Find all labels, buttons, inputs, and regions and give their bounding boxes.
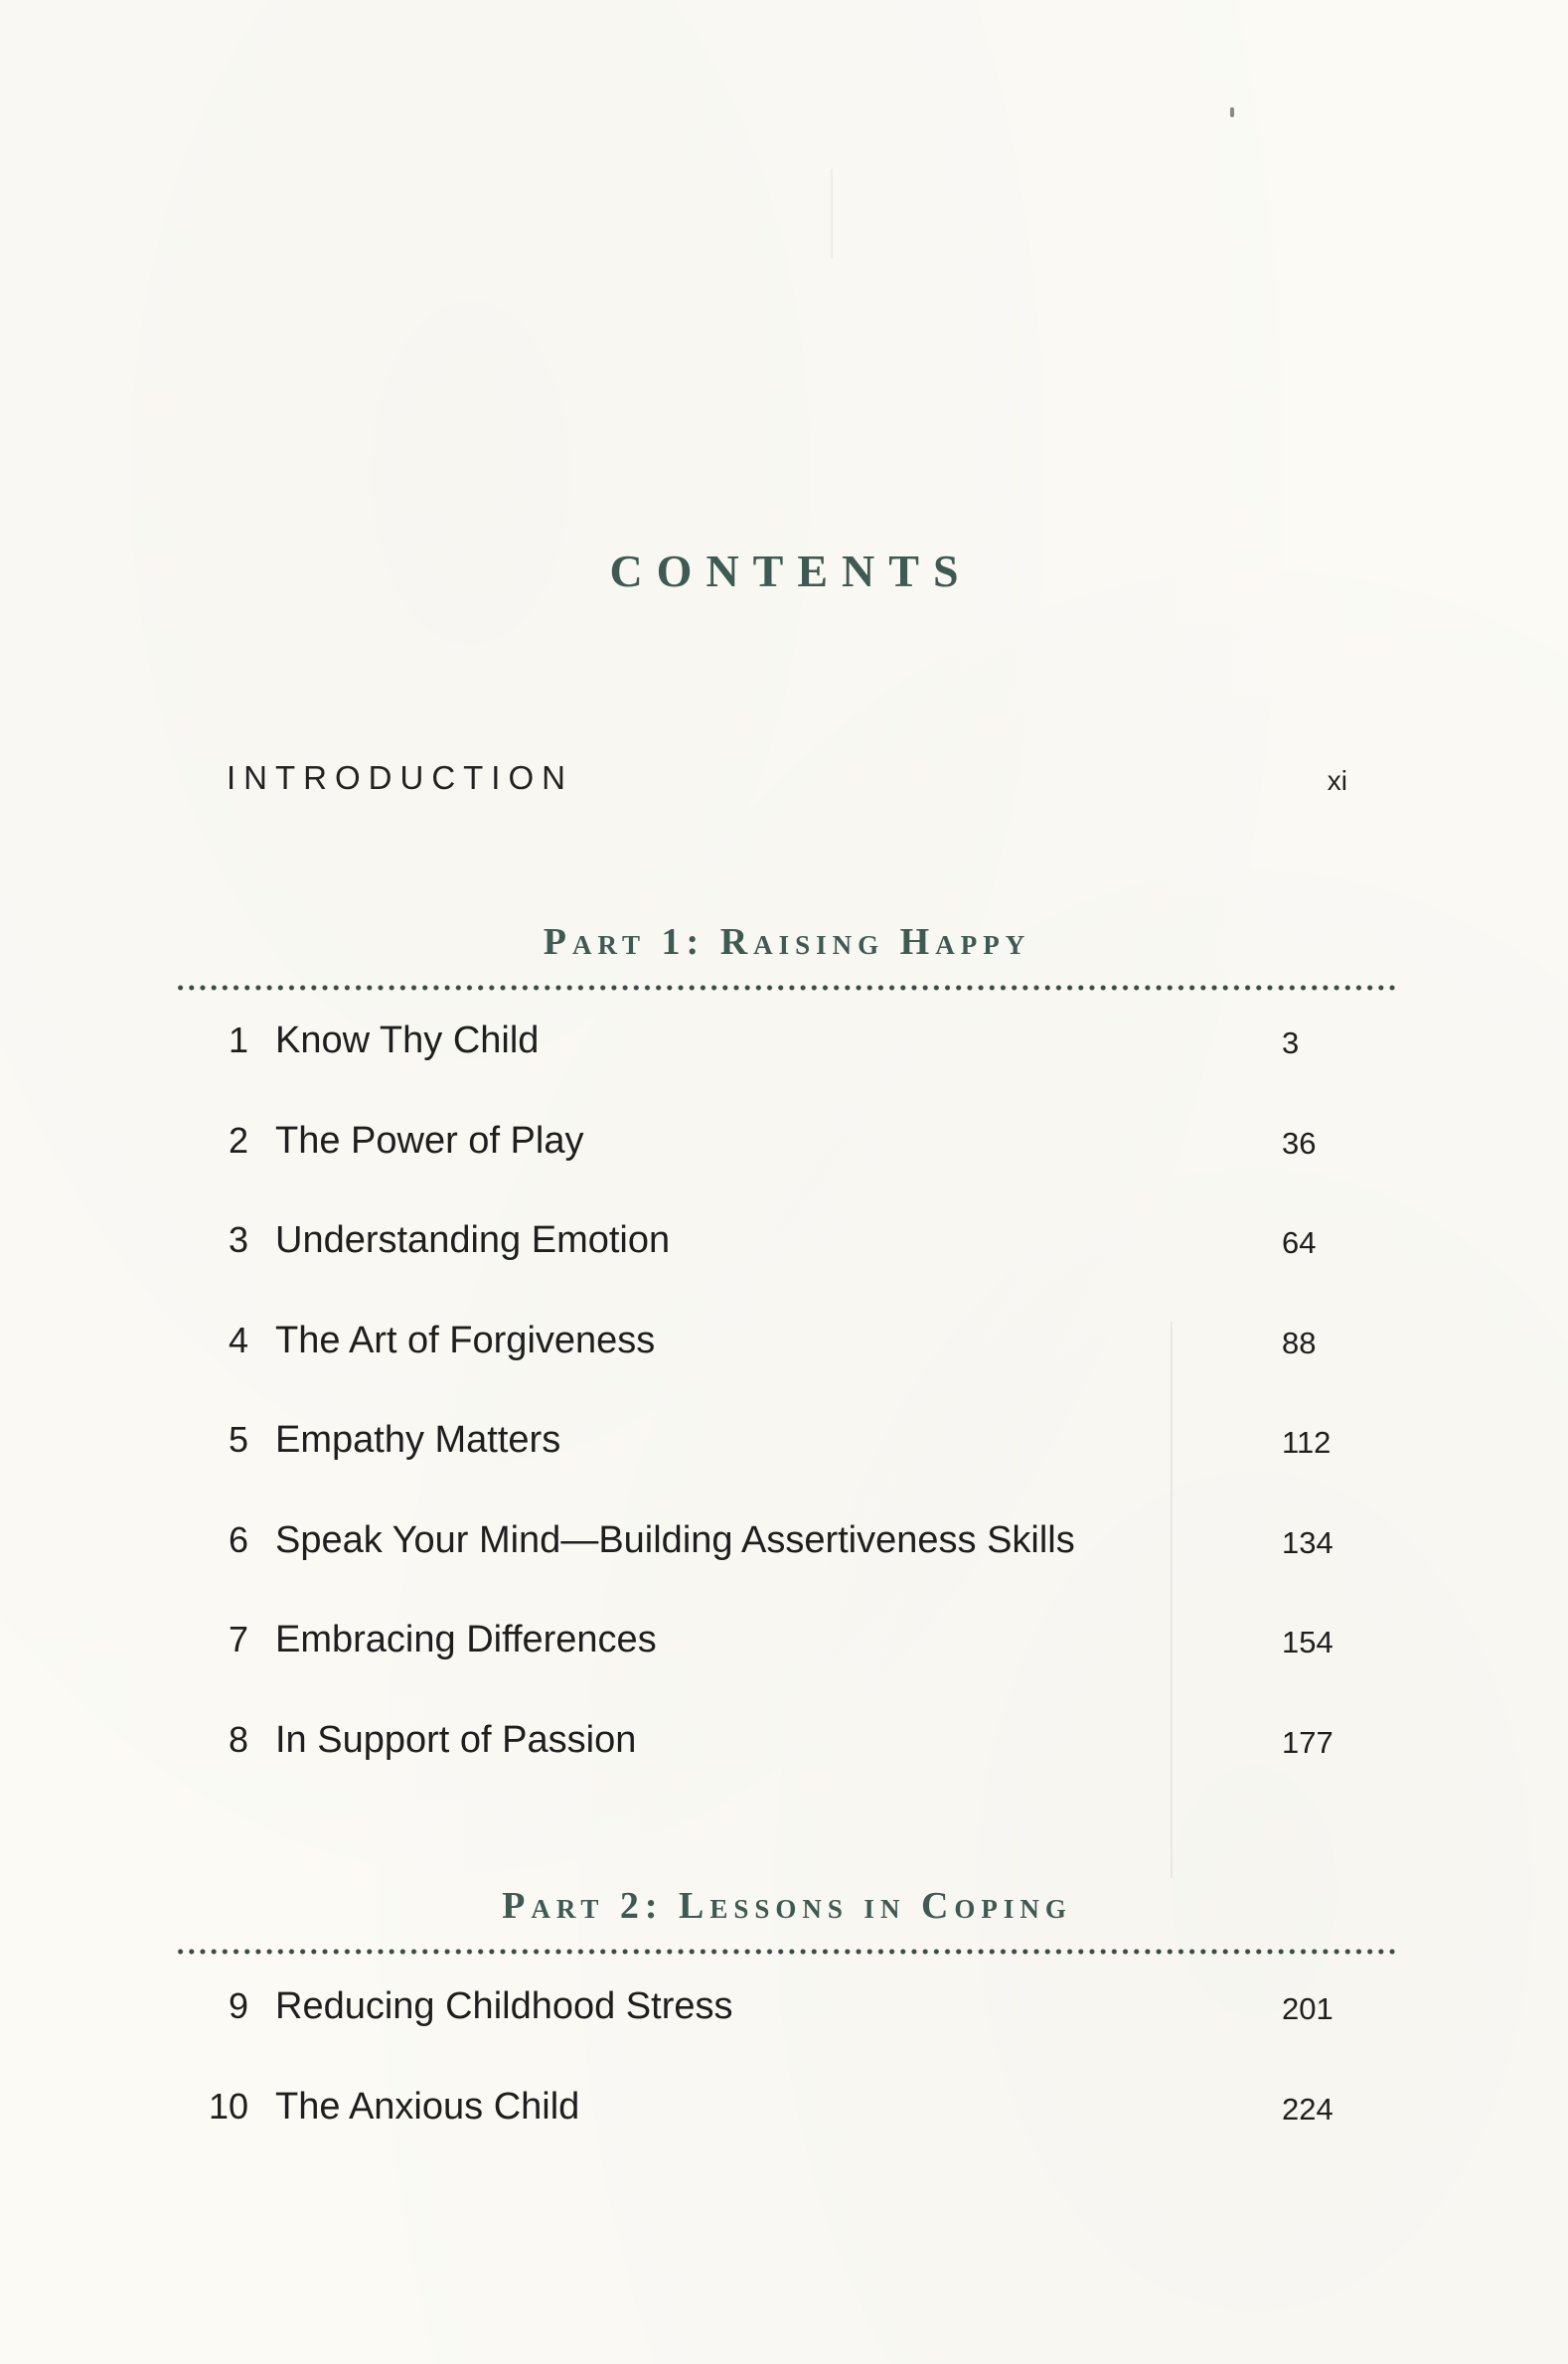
page-title: CONTENTS: [609, 546, 973, 596]
chapter-number: 10: [208, 2085, 248, 2127]
introduction-entry: [227, 759, 1347, 809]
chapter-page-number: 112: [1282, 1425, 1332, 1460]
toc-entry: [199, 1985, 1341, 2086]
chapter-title: The Art of Forgiveness: [275, 1319, 656, 1361]
chapter-page-number: 224: [1282, 2091, 1333, 2127]
chapter-number: 8: [228, 1718, 248, 1760]
chapter-page-number: 177: [1282, 1724, 1333, 1760]
chapter-number: 5: [228, 1419, 248, 1460]
part-2-dotted-rule: [175, 1948, 1397, 1956]
chapter-title: The Anxious Child: [275, 2085, 580, 2128]
part-1-heading: Part 1: Raising Happy: [543, 921, 1031, 963]
part-2-heading: Part 2: Lessons in Coping: [502, 1885, 1072, 1927]
chapter-number: 9: [228, 1985, 248, 2026]
chapter-title: In Support of Passion: [275, 1718, 637, 1761]
chapter-page-number: 134: [1282, 1524, 1333, 1560]
chapter-title: Understanding Emotion: [275, 1219, 671, 1261]
chapter-number: 7: [228, 1619, 248, 1659]
paper-crease: [831, 169, 833, 258]
chapter-page-number: 88: [1282, 1325, 1317, 1360]
chapter-title: Speak Your Mind—Building Assertiveness Skills: [275, 1518, 1075, 1561]
chapter-title: The Power of Play: [275, 1119, 584, 1162]
chapter-page-number: 36: [1282, 1125, 1317, 1161]
chapter-number: 3: [228, 1219, 248, 1260]
chapter-page-number: 3: [1282, 1025, 1300, 1060]
chapter-title: Empathy Matters: [275, 1419, 561, 1461]
paper-crease: [1171, 1322, 1173, 1878]
chapter-number: 1: [228, 1020, 248, 1060]
part-1-dotted-rule: [175, 984, 1397, 992]
chapter-page-number: 201: [1282, 1991, 1333, 2026]
chapter-page-number: 154: [1282, 1625, 1333, 1659]
chapter-number: 2: [228, 1119, 248, 1161]
introduction-label: INTRODUCTION: [227, 759, 573, 796]
toc-entry: [199, 1120, 1341, 1220]
chapter-number: 4: [228, 1319, 248, 1360]
chapter-title: Know Thy Child: [275, 1020, 540, 1061]
part-2-chapter-list: [199, 1985, 1341, 2185]
chapter-number: 6: [228, 1518, 248, 1560]
toc-entry: [199, 1020, 1341, 1120]
scan-speck: [1230, 107, 1234, 117]
toc-entry: [199, 2086, 1341, 2186]
introduction-page-number: xi: [1327, 765, 1347, 796]
toc-entry: [199, 1219, 1341, 1320]
chapter-page-number: 64: [1282, 1225, 1317, 1260]
chapter-title: Reducing Childhood Stress: [275, 1985, 733, 2027]
chapter-title: Embracing Differences: [275, 1619, 657, 1660]
